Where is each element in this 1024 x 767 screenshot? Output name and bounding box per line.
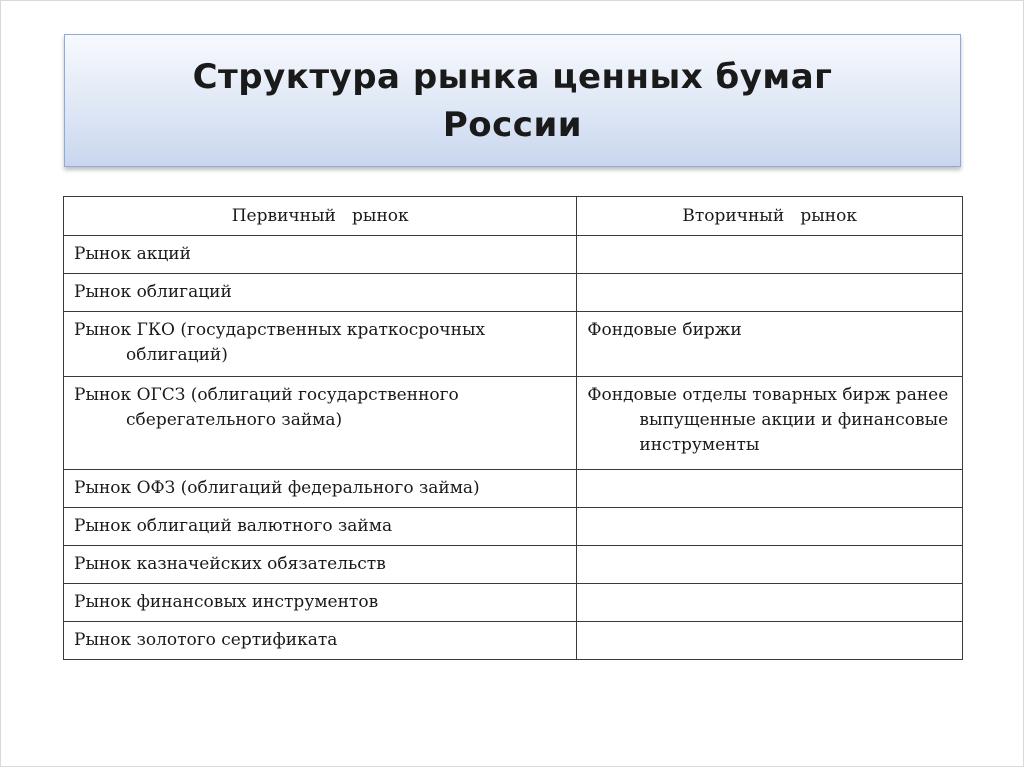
table-row: [64, 236, 963, 274]
title-line-1: Структура рынка ценных бумаг: [192, 56, 833, 97]
cell-text: Рынок казначейских обязательств: [74, 554, 386, 574]
table-row: [64, 312, 963, 377]
cell-text: Рынок ОФЗ (облигаций федерального займа): [74, 478, 480, 498]
cell-text: Рынок акций: [74, 244, 191, 264]
cell-text: Рынок золотого сертификата: [74, 630, 338, 650]
header-primary-market: Первичный рынок: [64, 197, 577, 236]
table-cell: [64, 377, 577, 470]
table-cell: [577, 546, 963, 584]
cell-text: Рынок облигаций валютного займа: [74, 516, 393, 536]
cell-text: Фондовые биржи: [587, 320, 742, 340]
cell-text: Фондовые отделы товарных бирж ранее выпущенные акции и финансовые инструменты: [587, 385, 949, 455]
header-secondary-market: Вторичный рынок: [577, 197, 963, 236]
cell-text: Рынок финансовых инструментов: [74, 592, 379, 612]
table-row: [64, 622, 963, 660]
cell-text: Рынок облигаций: [74, 282, 232, 302]
table-cell: [64, 584, 577, 622]
table-cell: [577, 584, 963, 622]
title-line-2: России: [442, 104, 583, 145]
table-header-row: [64, 197, 963, 236]
cell-text: Рынок ГКО (государственных краткосрочных облигаций): [74, 320, 486, 365]
table-row: [64, 546, 963, 584]
table-cell: [64, 508, 577, 546]
table-row: [64, 470, 963, 508]
table-cell: [577, 622, 963, 660]
table-row: [64, 377, 963, 470]
table-cell: [64, 622, 577, 660]
table-row: [64, 274, 963, 312]
table-cell: [577, 274, 963, 312]
table-row: [64, 508, 963, 546]
cell-text: Рынок ОГСЗ (облигаций государственного сберегательного займа): [74, 385, 459, 430]
table-cell: [577, 312, 963, 377]
slide-title: [193, 53, 833, 149]
table-cell: [64, 236, 577, 274]
table-cell: [577, 508, 963, 546]
market-structure-table: [63, 196, 963, 660]
table-cell: [64, 312, 577, 377]
table-cell: [577, 470, 963, 508]
table-cell: [577, 236, 963, 274]
title-box: [64, 34, 961, 167]
table-cell: [64, 546, 577, 584]
table-cell: [64, 470, 577, 508]
table-cell: [577, 377, 963, 470]
table-cell: [64, 274, 577, 312]
table-row: [64, 584, 963, 622]
